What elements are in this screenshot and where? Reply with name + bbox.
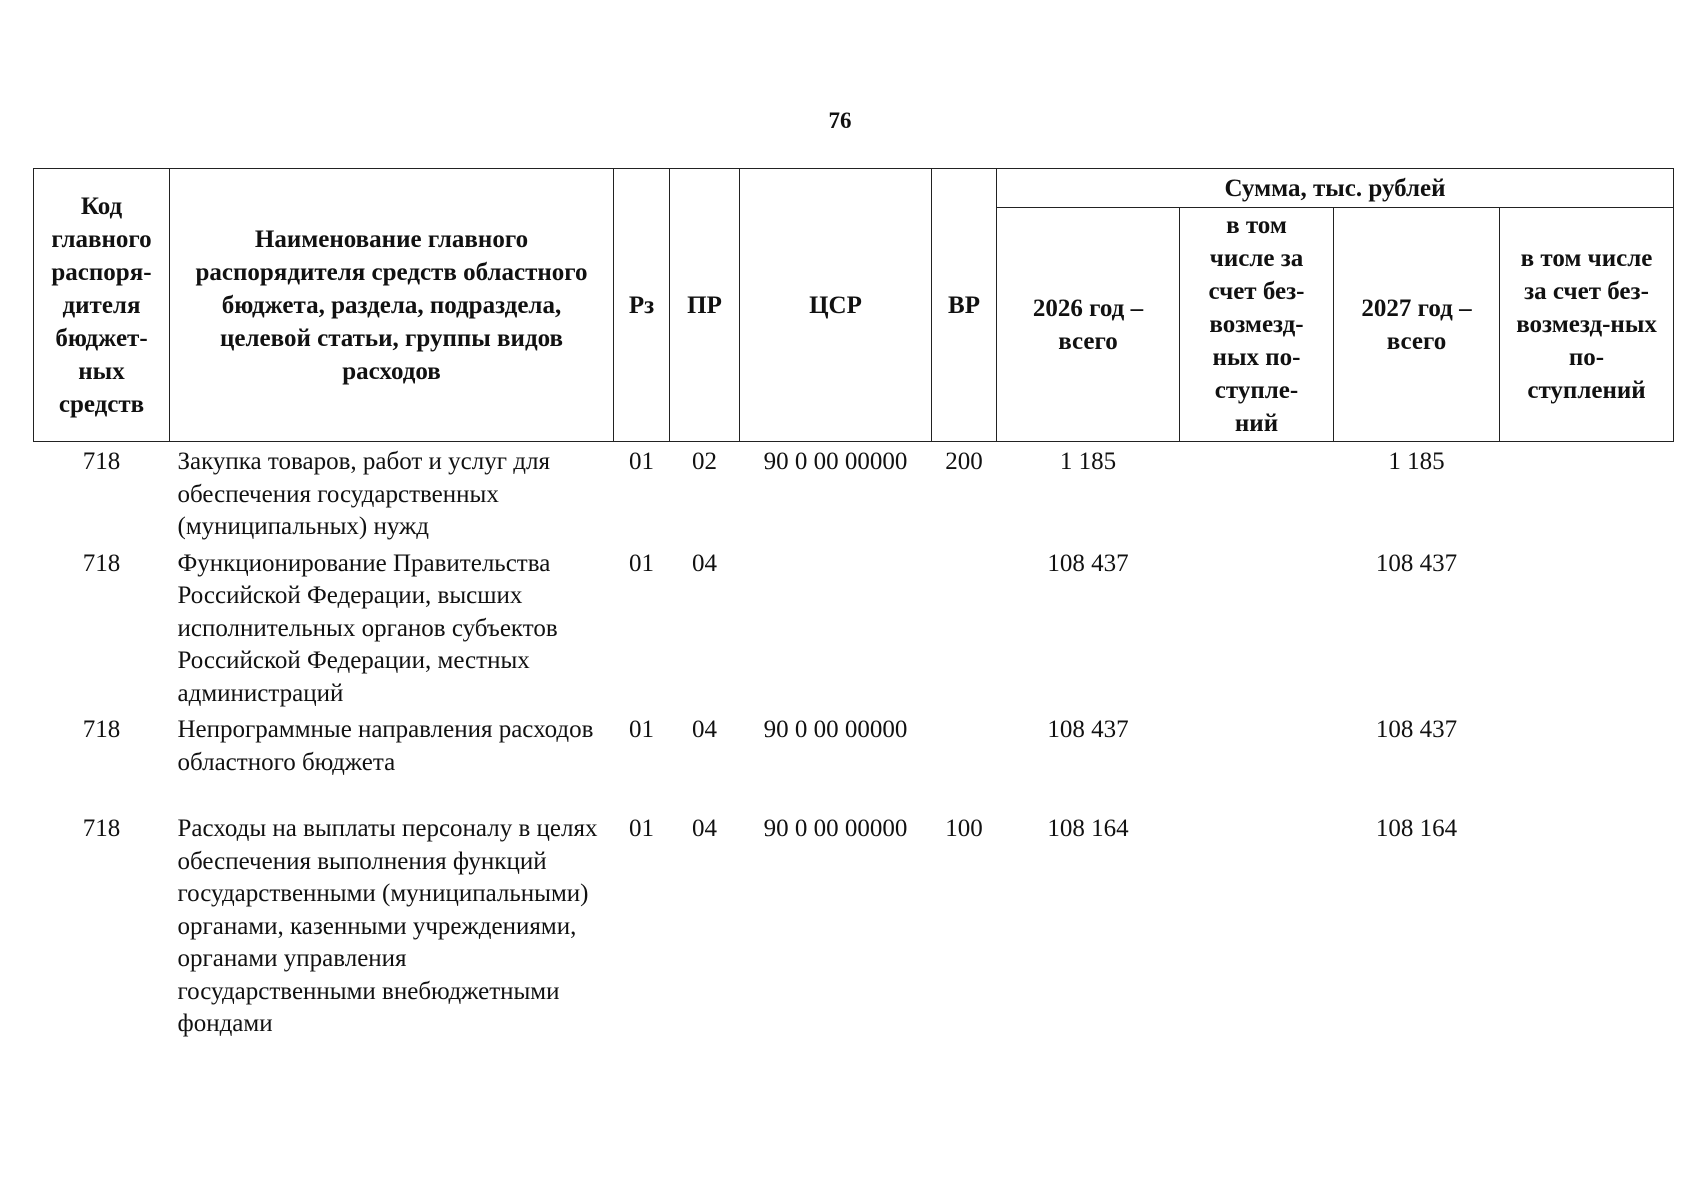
row-2027-total: 108 437 (1375, 716, 1458, 743)
row-2026-total: 108 437 (1047, 716, 1129, 743)
header-pr: ПР (670, 169, 740, 442)
table-row (34, 442, 1674, 544)
row-2026-total: 108 437 (1047, 549, 1129, 577)
row-vr: 200 (945, 448, 983, 475)
row-2027-free (1500, 442, 1674, 544)
header-rz: Рз (614, 169, 670, 442)
row-rz: 01 (629, 716, 654, 743)
row-csr: 90 0 00 00000 (763, 448, 908, 475)
row-2026-free (1180, 710, 1334, 809)
row-code: 718 (82, 448, 121, 475)
row-pr: 04 (692, 815, 717, 842)
row-2026-free (1180, 544, 1334, 711)
header-csr: ЦСР (740, 169, 932, 442)
page-number: 76 (828, 108, 852, 133)
header-2026-total: 2026 год – всего (997, 208, 1180, 442)
row-vr: 100 (945, 815, 983, 842)
row-code: 718 (82, 815, 121, 842)
table-row (34, 544, 1674, 711)
row-csr (740, 544, 932, 711)
row-name: Непрограммные направления расходов областного бюджета (177, 716, 594, 776)
header-name: Наименование главного распорядителя средств областного бюджета, раздела, подраздела, целевой статьи, группы видов расходов (170, 169, 614, 442)
row-rz: 01 (629, 448, 654, 475)
row-rz: 01 (629, 815, 654, 842)
header-2026-free: в том числе за счет без-возмезд-ных по-ступле-ний (1180, 208, 1334, 442)
table-row (34, 809, 1674, 1041)
row-csr: 90 0 00 00000 (763, 815, 908, 842)
table-header (34, 169, 1674, 442)
row-code: 718 (82, 716, 121, 743)
header-2027-free: в том числе за счет без-возмезд-ных по-ступлений (1500, 208, 1674, 442)
row-2026-total: 108 164 (1047, 815, 1129, 842)
table-row (34, 710, 1674, 809)
row-pr: 04 (692, 549, 717, 577)
row-pr: 04 (692, 716, 717, 743)
row-csr: 90 0 00 00000 (763, 716, 908, 743)
row-code: 718 (82, 549, 121, 577)
row-vr (932, 710, 997, 809)
header-code: Код главного распоря-дителя бюджет-ных средств (34, 169, 170, 442)
row-2026-total: 1 185 (1059, 448, 1117, 475)
row-2027-free (1500, 710, 1674, 809)
budget-table (33, 168, 1674, 1041)
row-name: Закупка товаров, работ и услуг для обеспечения государственных (муниципальных) нужд (177, 448, 550, 540)
row-2026-free (1180, 809, 1334, 1041)
row-name: Расходы на выплаты персоналу в целях обеспечения выполнения функций государственными (муниципальными) органами, казенными учреждениями, органами управления государственными внебюджетными фондами (177, 815, 598, 1037)
row-2027-total: 108 164 (1375, 815, 1458, 842)
header-2027-total: 2027 год – всего (1334, 208, 1500, 442)
row-2027-free (1500, 809, 1674, 1041)
header-sum-group: Сумма, тыс. рублей (997, 169, 1674, 208)
row-2026-free (1180, 442, 1334, 544)
header-vr: ВР (932, 169, 997, 442)
row-2027-free (1500, 544, 1674, 711)
row-rz: 01 (629, 549, 654, 577)
row-vr (932, 544, 997, 711)
row-pr: 02 (692, 448, 717, 475)
row-name: Функционирование Правительства Российской Федерации, высших исполнительных органов субъектов Российской Федерации, местных администраций (177, 549, 558, 707)
row-2027-total: 108 437 (1375, 549, 1458, 577)
row-2027-total: 1 185 (1388, 448, 1445, 475)
